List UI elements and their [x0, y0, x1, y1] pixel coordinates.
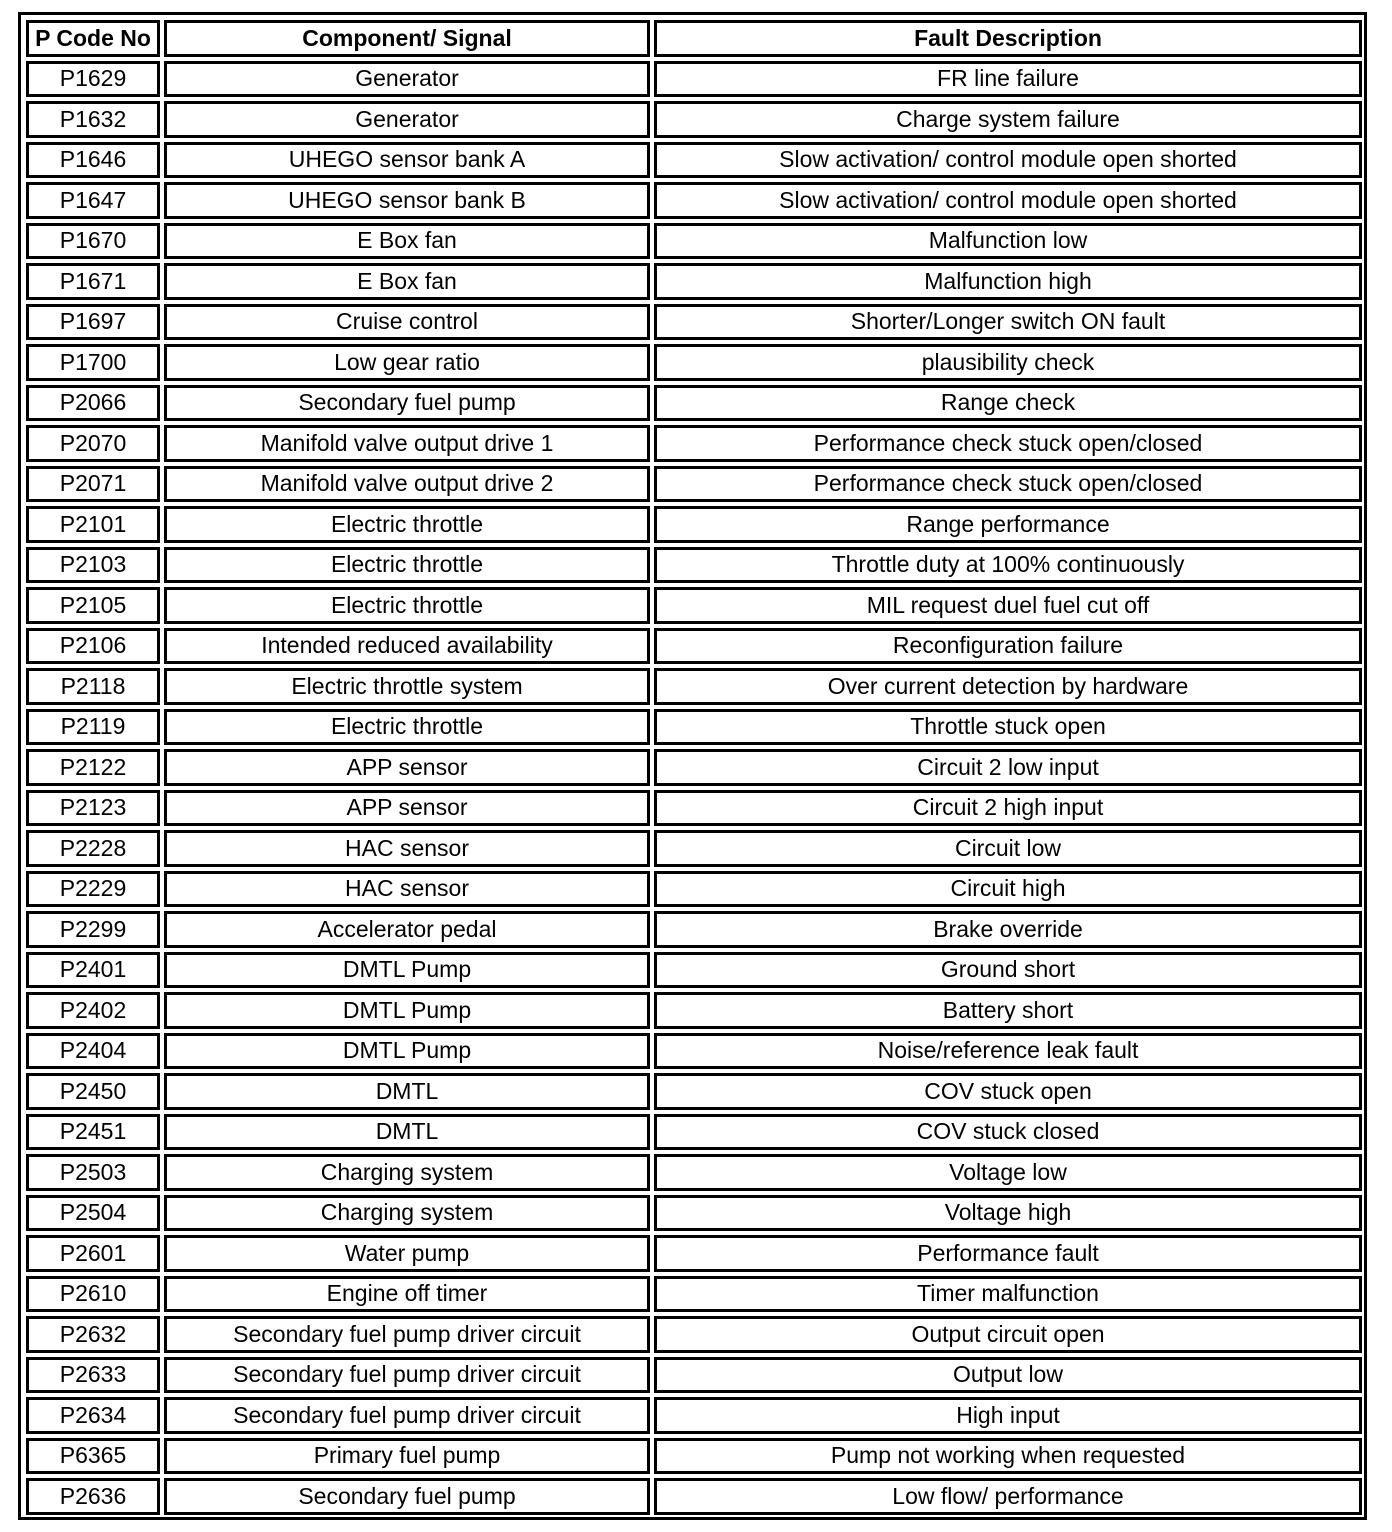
table-row	[26, 1033, 1362, 1070]
table-row	[26, 911, 1362, 948]
cell-component: Electric throttle	[164, 587, 650, 624]
cell-component: Accelerator pedal	[164, 911, 650, 948]
cell-component: UHEGO sensor bank B	[164, 182, 650, 219]
cell-code: P2119	[26, 709, 160, 746]
cell-code: P2632	[26, 1316, 160, 1353]
fault-code-table	[22, 16, 1366, 1519]
cell-fault: Shorter/Longer switch ON fault	[654, 304, 1362, 341]
cell-fault: plausibility check	[654, 344, 1362, 381]
cell-code: P1671	[26, 263, 160, 300]
cell-fault: COV stuck closed	[654, 1114, 1362, 1151]
cell-fault: Malfunction low	[654, 223, 1362, 260]
cell-fault: COV stuck open	[654, 1073, 1362, 1110]
table-row	[26, 425, 1362, 462]
cell-component: Secondary fuel pump	[164, 385, 650, 422]
cell-fault: Circuit 2 low input	[654, 749, 1362, 786]
table-row	[26, 992, 1362, 1029]
cell-code: P2106	[26, 628, 160, 665]
table-row	[26, 1397, 1362, 1434]
cell-code: P1646	[26, 142, 160, 179]
cell-code: P1647	[26, 182, 160, 219]
table-row	[26, 628, 1362, 665]
table-row	[26, 1235, 1362, 1272]
cell-fault: Noise/reference leak fault	[654, 1033, 1362, 1070]
cell-code: P2451	[26, 1114, 160, 1151]
cell-component: HAC sensor	[164, 871, 650, 908]
cell-code: P2101	[26, 506, 160, 543]
header-fault: Fault Description	[654, 20, 1362, 57]
cell-code: P2634	[26, 1397, 160, 1434]
cell-component: DMTL	[164, 1073, 650, 1110]
cell-code: P2103	[26, 547, 160, 584]
cell-fault: Over current detection by hardware	[654, 668, 1362, 705]
table-row	[26, 1195, 1362, 1232]
cell-code: P2105	[26, 587, 160, 624]
cell-code: P2636	[26, 1478, 160, 1515]
cell-component: Generator	[164, 101, 650, 138]
table-row	[26, 304, 1362, 341]
cell-fault: Circuit low	[654, 830, 1362, 867]
table-row	[26, 790, 1362, 827]
header-row	[26, 20, 1362, 57]
cell-code: P1632	[26, 101, 160, 138]
table-row	[26, 61, 1362, 98]
table-row	[26, 506, 1362, 543]
cell-fault: Ground short	[654, 952, 1362, 989]
cell-fault: FR line failure	[654, 61, 1362, 98]
cell-component: Intended reduced availability	[164, 628, 650, 665]
cell-code: P2071	[26, 466, 160, 503]
table-row	[26, 830, 1362, 867]
cell-code: P2123	[26, 790, 160, 827]
cell-component: Secondary fuel pump driver circuit	[164, 1357, 650, 1394]
cell-code: P2402	[26, 992, 160, 1029]
cell-component: APP sensor	[164, 790, 650, 827]
table-row	[26, 871, 1362, 908]
cell-component: Manifold valve output drive 1	[164, 425, 650, 462]
cell-code: P2229	[26, 871, 160, 908]
cell-fault: Output low	[654, 1357, 1362, 1394]
cell-component: E Box fan	[164, 263, 650, 300]
cell-fault: Brake override	[654, 911, 1362, 948]
cell-code: P2066	[26, 385, 160, 422]
table-row	[26, 1114, 1362, 1151]
table-row	[26, 223, 1362, 260]
cell-component: Charging system	[164, 1154, 650, 1191]
table-row	[26, 709, 1362, 746]
cell-component: Primary fuel pump	[164, 1438, 650, 1475]
cell-code: P1629	[26, 61, 160, 98]
table-row	[26, 547, 1362, 584]
cell-component: Electric throttle system	[164, 668, 650, 705]
cell-component: Secondary fuel pump	[164, 1478, 650, 1515]
cell-component: Manifold valve output drive 2	[164, 466, 650, 503]
cell-component: Secondary fuel pump driver circuit	[164, 1316, 650, 1353]
table-row	[26, 1316, 1362, 1353]
cell-fault: MIL request duel fuel cut off	[654, 587, 1362, 624]
table-row	[26, 668, 1362, 705]
cell-component: DMTL Pump	[164, 1033, 650, 1070]
cell-component: UHEGO sensor bank A	[164, 142, 650, 179]
cell-component: Generator	[164, 61, 650, 98]
cell-code: P1697	[26, 304, 160, 341]
cell-fault: Charge system failure	[654, 101, 1362, 138]
cell-fault: Circuit 2 high input	[654, 790, 1362, 827]
cell-code: P6365	[26, 1438, 160, 1475]
cell-fault: Performance check stuck open/closed	[654, 466, 1362, 503]
cell-code: P2503	[26, 1154, 160, 1191]
cell-fault: Slow activation/ control module open shorted	[654, 182, 1362, 219]
table-row	[26, 142, 1362, 179]
cell-fault: Range check	[654, 385, 1362, 422]
header-code: P Code No	[26, 20, 160, 57]
cell-fault: Throttle duty at 100% continuously	[654, 547, 1362, 584]
table-row	[26, 952, 1362, 989]
cell-component: Electric throttle	[164, 547, 650, 584]
cell-component: Charging system	[164, 1195, 650, 1232]
table-row	[26, 587, 1362, 624]
cell-component: Cruise control	[164, 304, 650, 341]
cell-code: P2601	[26, 1235, 160, 1272]
table-row	[26, 1154, 1362, 1191]
cell-fault: Pump not working when requested	[654, 1438, 1362, 1475]
cell-fault: Throttle stuck open	[654, 709, 1362, 746]
table-body	[26, 61, 1362, 1515]
cell-code: P1700	[26, 344, 160, 381]
cell-component: DMTL Pump	[164, 952, 650, 989]
cell-code: P2404	[26, 1033, 160, 1070]
cell-fault: Circuit high	[654, 871, 1362, 908]
cell-component: APP sensor	[164, 749, 650, 786]
cell-fault: Reconfiguration failure	[654, 628, 1362, 665]
table-row	[26, 1357, 1362, 1394]
table-header	[26, 20, 1362, 57]
cell-fault: Battery short	[654, 992, 1362, 1029]
cell-code: P2401	[26, 952, 160, 989]
cell-fault: Voltage high	[654, 1195, 1362, 1232]
cell-component: HAC sensor	[164, 830, 650, 867]
cell-code: P2633	[26, 1357, 160, 1394]
cell-component: DMTL	[164, 1114, 650, 1151]
cell-fault: High input	[654, 1397, 1362, 1434]
cell-code: P2450	[26, 1073, 160, 1110]
cell-code: P2118	[26, 668, 160, 705]
cell-fault: Slow activation/ control module open shorted	[654, 142, 1362, 179]
table-row	[26, 182, 1362, 219]
cell-code: P2122	[26, 749, 160, 786]
table-row	[26, 263, 1362, 300]
cell-fault: Low flow/ performance	[654, 1478, 1362, 1515]
cell-code: P2228	[26, 830, 160, 867]
table-row	[26, 101, 1362, 138]
table-row	[26, 749, 1362, 786]
cell-code: P2070	[26, 425, 160, 462]
cell-code: P2504	[26, 1195, 160, 1232]
table-row	[26, 1478, 1362, 1515]
cell-component: E Box fan	[164, 223, 650, 260]
cell-code: P2299	[26, 911, 160, 948]
cell-fault: Voltage low	[654, 1154, 1362, 1191]
table-row	[26, 385, 1362, 422]
cell-component: Electric throttle	[164, 506, 650, 543]
table-row	[26, 466, 1362, 503]
cell-component: DMTL Pump	[164, 992, 650, 1029]
table-row	[26, 344, 1362, 381]
cell-fault: Performance fault	[654, 1235, 1362, 1272]
table-row	[26, 1438, 1362, 1475]
cell-component: Electric throttle	[164, 709, 650, 746]
table-row	[26, 1276, 1362, 1313]
header-component: Component/ Signal	[164, 20, 650, 57]
table-row	[26, 1073, 1362, 1110]
cell-fault: Timer malfunction	[654, 1276, 1362, 1313]
cell-component: Engine off timer	[164, 1276, 650, 1313]
cell-code: P2610	[26, 1276, 160, 1313]
cell-fault: Malfunction high	[654, 263, 1362, 300]
cell-fault: Output circuit open	[654, 1316, 1362, 1353]
cell-code: P1670	[26, 223, 160, 260]
cell-component: Low gear ratio	[164, 344, 650, 381]
cell-fault: Performance check stuck open/closed	[654, 425, 1362, 462]
cell-component: Secondary fuel pump driver circuit	[164, 1397, 650, 1434]
cell-fault: Range performance	[654, 506, 1362, 543]
cell-component: Water pump	[164, 1235, 650, 1272]
